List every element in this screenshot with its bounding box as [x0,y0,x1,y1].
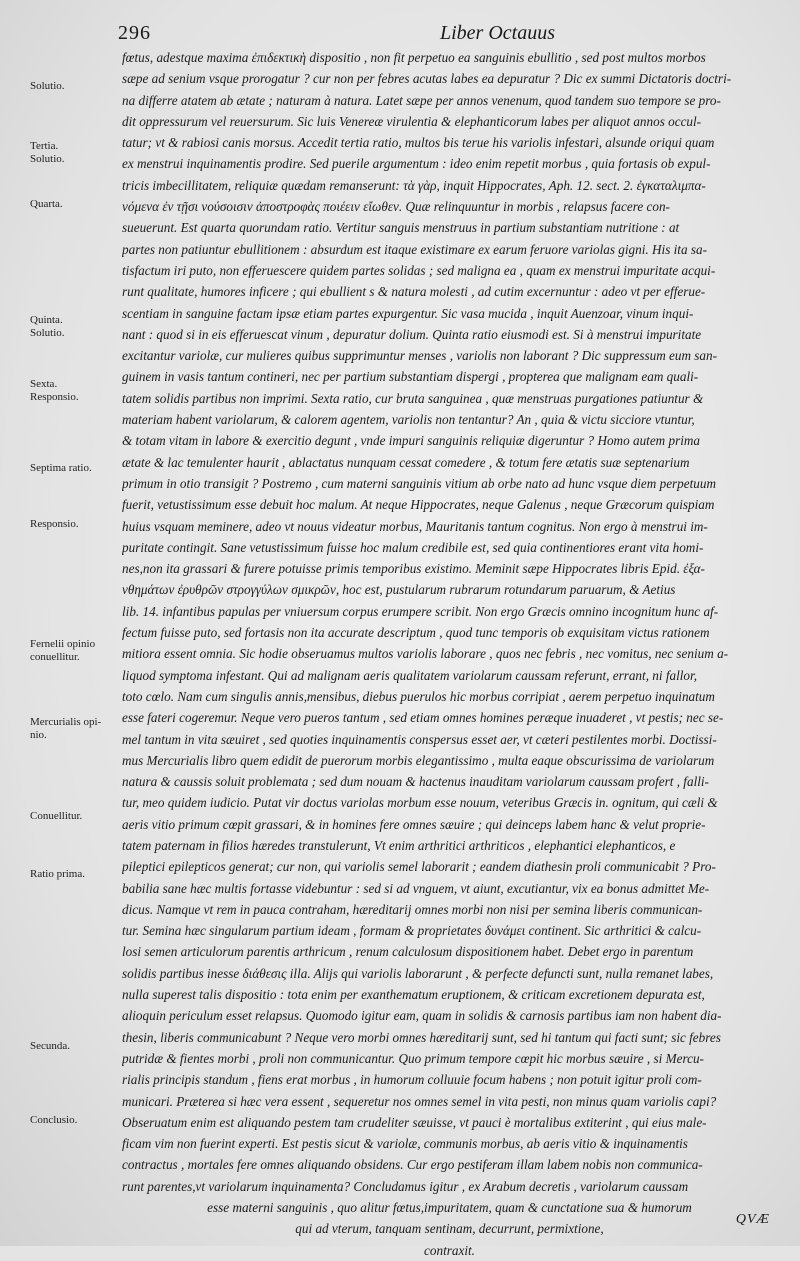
text-line: scentiam in sanguine factam ipsæ etiam partes expurgentur. Sic vasa mucida , inquit Auenzoar, vinum inqui- [122,305,694,321]
text-line: runt parentes,vt variolarum inquinamenta? Concludamus igitur , ex Arabum decretis , variolarum caussam [122,1178,689,1194]
text-line: νόμενα ἐν τῇσι νούσοισιν ἀποστροφὰς ποιέειν εἴωθεν. Quæ relinquuntur in morbis , relapsus facere con- [122,199,670,215]
margin-note-sexta: Sexta. Responsio. [30,378,79,403]
margin-note-responsio: Responsio. [30,518,79,530]
catchword: QVÆ [735,1212,770,1227]
text-line: puritate contingit. Sane vetustissimum fuisse hoc malum credibile est, sed quia continentiores erant vita homi- [122,539,704,555]
text-line: dicus. Namque vt rem in pauca contraham, hæreditarij omnes morbi non nisi per semina liberis communican- [122,901,703,917]
text-line: tatur; vt & rabiosi canis morsus. Accedit tertia ratio, multos bis terue his variolis infestari, alsunde oriqui quam [122,135,715,151]
text-line: pileptici epilepticos generat; cur non, qui variolis semel laborarit ; eandem diathesin proli communicabit ? Pro- [122,859,716,875]
text-line: mus Mercurialis libro quem edidit de puerorum morbis elegantissimo , multa eaque obscurissima de variolarum [122,752,715,768]
text-line: rialis principis standum , fiens erat morbus , in humorum colluuie focum habens ; non potuit igitur proli com- [122,1072,702,1088]
margin-note-secunda: Secunda. [30,1040,71,1052]
running-title: Liber Octauus [440,22,555,44]
margin-note-conuellitur: Conuellitur. [30,810,83,822]
margin-note-conclusio: Conclusio. [30,1114,78,1126]
text-line: tur, meo quidem iudicio. Putat vir doctus variolas morbum esse nouum, veteribus Græcis in. ognitum, qui cæli & [122,795,718,811]
margin-note-septima: Septima ratio. [30,462,92,474]
text-line: primum in otio transigit ? Postremo , cum materni sanguinis vitium ab orbe nato ad hunc vsque diem perpetuum [122,475,717,491]
text-line: tricis imbecillitatem, reliquiæ quædam remanserunt: τὰ γὰρ, inquit Hippocrates, Aph. 12. sect. 2. ἐγκαταλιμπα- [122,177,706,193]
text-line: thesin, liberis communicabunt ? Neque vero morbi omnes hæreditarij sunt, sed hi tantum qui facti sunt; sic febres [122,1029,721,1045]
text-line: ætate & lac temulenter haurit , ablactatus nunquam cessat comedere , & totum fere ætatis suæ septenarium [122,454,690,470]
text-line: dit oppressurum vel reuersurum. Sic luis Venereæ virulentia & elephanticorum labes per aliquot annos occul- [122,113,702,129]
text-line: qui ad vterum, tanquam sentinam, decurrunt, permixtione, [295,1221,604,1237]
text-line: sueuerunt. Est quarta quorundam ratio. Vertitur sanguis menstruus in partium substantiam nutritione : at [122,220,680,236]
text-line: municari. Præterea si hæc vera essent , sequeretur nos omnes semel in vita pesti, non minus quam variolis capi? [122,1093,717,1109]
text-line: huius vsquam meminere, adeo vt nouus videatur morbus, Mauritanis tantum cognitus. Non ergo à menstrui im- [122,518,708,534]
text-line: tisfactum iri puto, non efferuescere quidem partes solidas ; sed maligna ea , quam ex menstrui impuritate acqui- [122,262,716,278]
margin-note-quarta: Quarta. [30,198,63,210]
text-line: & totam vitam in labore & exercitio degunt , vnde impuri sanguinis reliquiæ digeruntur ? Homo autem prima [122,433,701,449]
text-line: contractus , mortales fere omnes aliquando obsidens. Cur ergo pestiferam illam labem nobis non communica- [122,1157,703,1173]
text-line: sæpe ad senium vsque prorogatur ? cur non per febres acutas labes ea depuratur ? Dic ex summi Dictatoris doctri- [122,71,732,87]
text-line: runt qualitate, humores inficere ; qui ebullient s & natura molesti , ad cutim excernuntur : adeo vt per efferue- [122,284,706,300]
text-line: esse materni sanguinis , quo alitur fœtus,impuritatem, quam & cunctatione sua & humorum [207,1200,692,1216]
margin-note-mercurialis: Mercurialis opi- nio. [30,716,102,741]
text-line: mel tantum in vita sæuiret , sed quoties inquinamentis conspersus esset aer, vt cæteri pestilentes morbi. Doctissi- [122,731,717,747]
text-line: tatem solidis partibus non imprimi. Sexta ratio, cur bruta sanguinea , quæ menstruas purgationes patiuntur & [122,390,704,406]
margin-note-solutio: Solutio. [30,80,65,92]
text-line: mitiora essent omnia. Sic hodie obseruamus multos variolis laborare , quos nec febris , nec vomitus, nec senium a- [122,646,729,662]
main-text-block [122,47,777,1261]
margin-notes [30,0,120,1246]
text-line: na differre atatem ab ætate ; naturam à natura. Latet sæpe per annos venenum, quod tandem suo tempore se pro- [122,92,721,108]
text-line: nes,non ita grassari & furere potuisse primis temporibus existimo. Meminit sæpe Hippocrates libris Epid. ἐξα- [122,561,705,577]
margin-note-tertia: Tertia. Solutio. [30,140,65,165]
text-line: fœtus, adestque maxima ἐπιδεκτικὴ dispositio , non fit perpetuo ea sanguinis ebullitio , sed post multos morbos [122,50,706,65]
margin-note-quinta: Quinta. Solutio. [30,314,65,339]
text-line: excitantur variolæ, cur mulieres quibus supprimuntur menses , variolis non laborant ? Dic suppressum eum san- [122,348,717,364]
text-line: liquod symptoma infestant. Qui ad malignam aeris qualitatem variolarum caussam referunt, errant, ni fallor, [122,667,697,683]
text-line: guinem in vasis tantum contineri, nec per partium substantiam dispergi , propterea que malignam eam quali- [122,369,699,385]
text-line: natura & caussis soluit problemata ; sed dum nouam & hactenus inauditam variolarum caussam profert , falli- [122,774,709,790]
text-line: fuerit, vetustissimum esse debuit hoc malum. At neque Hippocrates, neque Galenus , neque Græcorum quispiam [122,497,715,513]
text-line: solidis partibus inesse διάθεσις illa. Alijs qui variolis laborarunt , & perfecte defuncti sunt, nulla remanet labes, [122,965,714,981]
text-line: babilia sane hæc multis fortasse videbuntur : sed si ad vnguem, vt aiunt, excutiantur, vix ea bonus admittet Me- [122,880,710,896]
text-line: partes non patiuntur ebullitionem : absurdum est itaque existimare ex earum feruore variolas gigni. His ita sa- [122,241,707,257]
text-line: ficam vim non fuerint experti. Est pestis sicut & variolæ, communis morbus, ab aeris vitio & inquinamentis [122,1136,688,1152]
text-line: fectum fuisse puto, sed fortasis non ita accurate descriptum , quod tunc temporis ob exquisitam victus rationem [122,625,710,641]
text-line: alioquin periculum esset relapsus. Quomodo igitur eam, quam in solidis & carnosis partibus iam non habent dia- [122,1008,722,1024]
page-number: 296 [118,22,151,44]
text-line: ex menstrui inquinamentis prodire. Sed puerile argumentum : ideo enim repetit morbus , quia fortasis ob expul- [122,156,711,172]
text-line: tatem paternam in filios hæredes transtulerunt, Vt enim arthritici arthriticos , elephantici elephanticos, e [122,837,676,853]
text-line: materiam habent variolarum, & calorem agentem, variolis non tentantur? An , quia & victu sicciore vtuntur, [122,412,695,428]
margin-note-ratio-prima: Ratio prima. [30,868,85,880]
margin-note-fernelii: Fernelii opinio conuellitur. [30,638,96,663]
text-line: tur. Semina hæc singularum partium ideam , formam & proprietates δυνάμει continent. Sic arthritici & calcu- [122,923,702,939]
text-line: Obseruatum enim est aliquando pestem tam crudeliter sæuisse, vt pauci è mortalibus extiterint , qui eius male- [122,1114,707,1130]
text-line: nulla superest talis dispositio : tota enim per exanthematum eruptionem, & criticam excretionem depurata est, [122,987,705,1003]
text-line: nant : quod si in eis efferuescat vinum , depuratur dolium. Quinta ratio eiusmodi est. Si à menstrui impuritate [122,326,702,342]
text-line: aeris vitio primum cœpit grassari, & in homines fere omnes sæuire ; qui deinceps labem hanc & velut proprie- [122,816,706,832]
text-line: contraxit. [424,1242,475,1258]
text-line: losi semen articulorum parentis arthricum , renum calculosum dispositionem habet. Debet ergo in parentum [122,944,694,960]
text-line: toto cœlo. Nam cum singulis annis,mensibus, diebus puerulos hic morbus corripiat , aerem perpetuo inquinatum [122,688,715,704]
text-line: lib. 14. infantibus papulas per vniuersum corpus erumpere scribit. Non ergo Græcis omnino incognitum hunc af- [122,603,719,619]
text-line: esse fateri cogeremur. Neque vero pueros tantum , sed etiam omnes homines peræque inuaderet , vt pestis; nec se- [122,710,724,726]
text-line: νθημάτων ἐρυθρῶν στρογγύλων σμικρῶν, hoc est, pustularum rubrarum rotundarum paruarum, & Aetius [122,582,676,598]
text-line: putridæ & fientes morbi , proli non communicantur. Quo primum tempore cœpit hic morbus sæuire , si Mercu- [122,1050,704,1066]
